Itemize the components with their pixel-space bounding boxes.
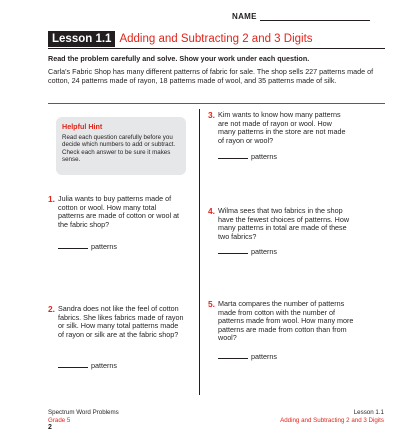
- column-divider: [199, 109, 200, 395]
- question-text: Sandra does not like the feel of cotton fabrics. She likes fabrics made of rayon or silk. How many total patterns made of rayon or silk are at the fabric shop?: [58, 304, 184, 339]
- lesson-badge: Lesson 1.1: [48, 31, 115, 47]
- name-label: NAME: [232, 12, 257, 21]
- hint-title: Helpful Hint: [62, 122, 103, 131]
- answer-blank[interactable]: [58, 241, 88, 249]
- question-text: Julia wants to buy patterns made of cotton or wool. How many total patterns are made of cotton or wool at the fabric shop?: [58, 194, 180, 229]
- footer-lesson: Lesson 1.1: [353, 409, 384, 416]
- answer-blank[interactable]: [218, 151, 248, 159]
- answer-blank[interactable]: [218, 246, 248, 254]
- answer-blank[interactable]: [218, 351, 248, 359]
- question-number: 5.: [208, 299, 215, 309]
- answer-unit: patterns: [251, 152, 277, 161]
- question-number: 4.: [208, 206, 215, 216]
- name-field: [232, 12, 382, 24]
- intro-paragraph: Carla's Fabric Shop has many different patterns of fabric for sale. The shop sells 227 patterns made of cotton, 24 patterns made of rayon, 18 patterns made of wool, and 35 patterns made of silk.: [48, 67, 374, 85]
- footer-left: [48, 409, 119, 432]
- question-text: Marta compares the number of patterns made from cotton with the number of patterns made from wool. How many more patterns are made from cotton than from wool?: [218, 299, 354, 343]
- page-number: 2: [48, 424, 52, 431]
- answer-line: [218, 351, 277, 362]
- hint-text: Read each question carefully before you decide which numbers to add or subtract. Check each answer to be sure it makes sense.: [62, 134, 176, 163]
- lesson-title: Adding and Subtracting 2 and 3 Digits: [119, 33, 313, 45]
- name-blank[interactable]: [260, 12, 370, 21]
- question-number: 3.: [208, 110, 215, 120]
- instructions: Read the problem carefully and solve. Show your work under each question.: [48, 54, 310, 63]
- lesson-header: [48, 31, 385, 49]
- question-1: [48, 195, 188, 265]
- footer-grade: Grade 5: [48, 416, 71, 424]
- answer-unit: patterns: [251, 247, 277, 256]
- answer-line: [58, 241, 117, 252]
- question-2: [48, 305, 188, 375]
- footer-right: [280, 409, 384, 424]
- question-text: Kim wants to know how many patterns are not made of rayon or wool. How many patterns in the store are not made of rayon or wool?: [218, 110, 346, 145]
- section-rule: [48, 103, 385, 104]
- question-4: [208, 207, 378, 267]
- answer-line: [58, 360, 117, 371]
- answer-unit: patterns: [91, 242, 117, 251]
- answer-unit: patterns: [91, 361, 117, 370]
- answer-line: [218, 151, 277, 162]
- question-text: Wilma sees that two fabrics in the shop have the fewest choices of patterns. How many patterns in total are made of these two fabrics?: [218, 206, 350, 241]
- footer-book: Spectrum Word Problems: [48, 409, 119, 416]
- answer-blank[interactable]: [58, 360, 88, 368]
- question-3: [208, 111, 378, 171]
- question-number: 2.: [48, 304, 55, 314]
- answer-line: [218, 246, 277, 257]
- question-5: [208, 300, 378, 370]
- helpful-hint-box: [56, 117, 186, 175]
- question-number: 1.: [48, 194, 55, 204]
- answer-unit: patterns: [251, 352, 277, 361]
- footer-lesson-title: Adding and Subtracting 2 and 3 Digits: [280, 416, 384, 424]
